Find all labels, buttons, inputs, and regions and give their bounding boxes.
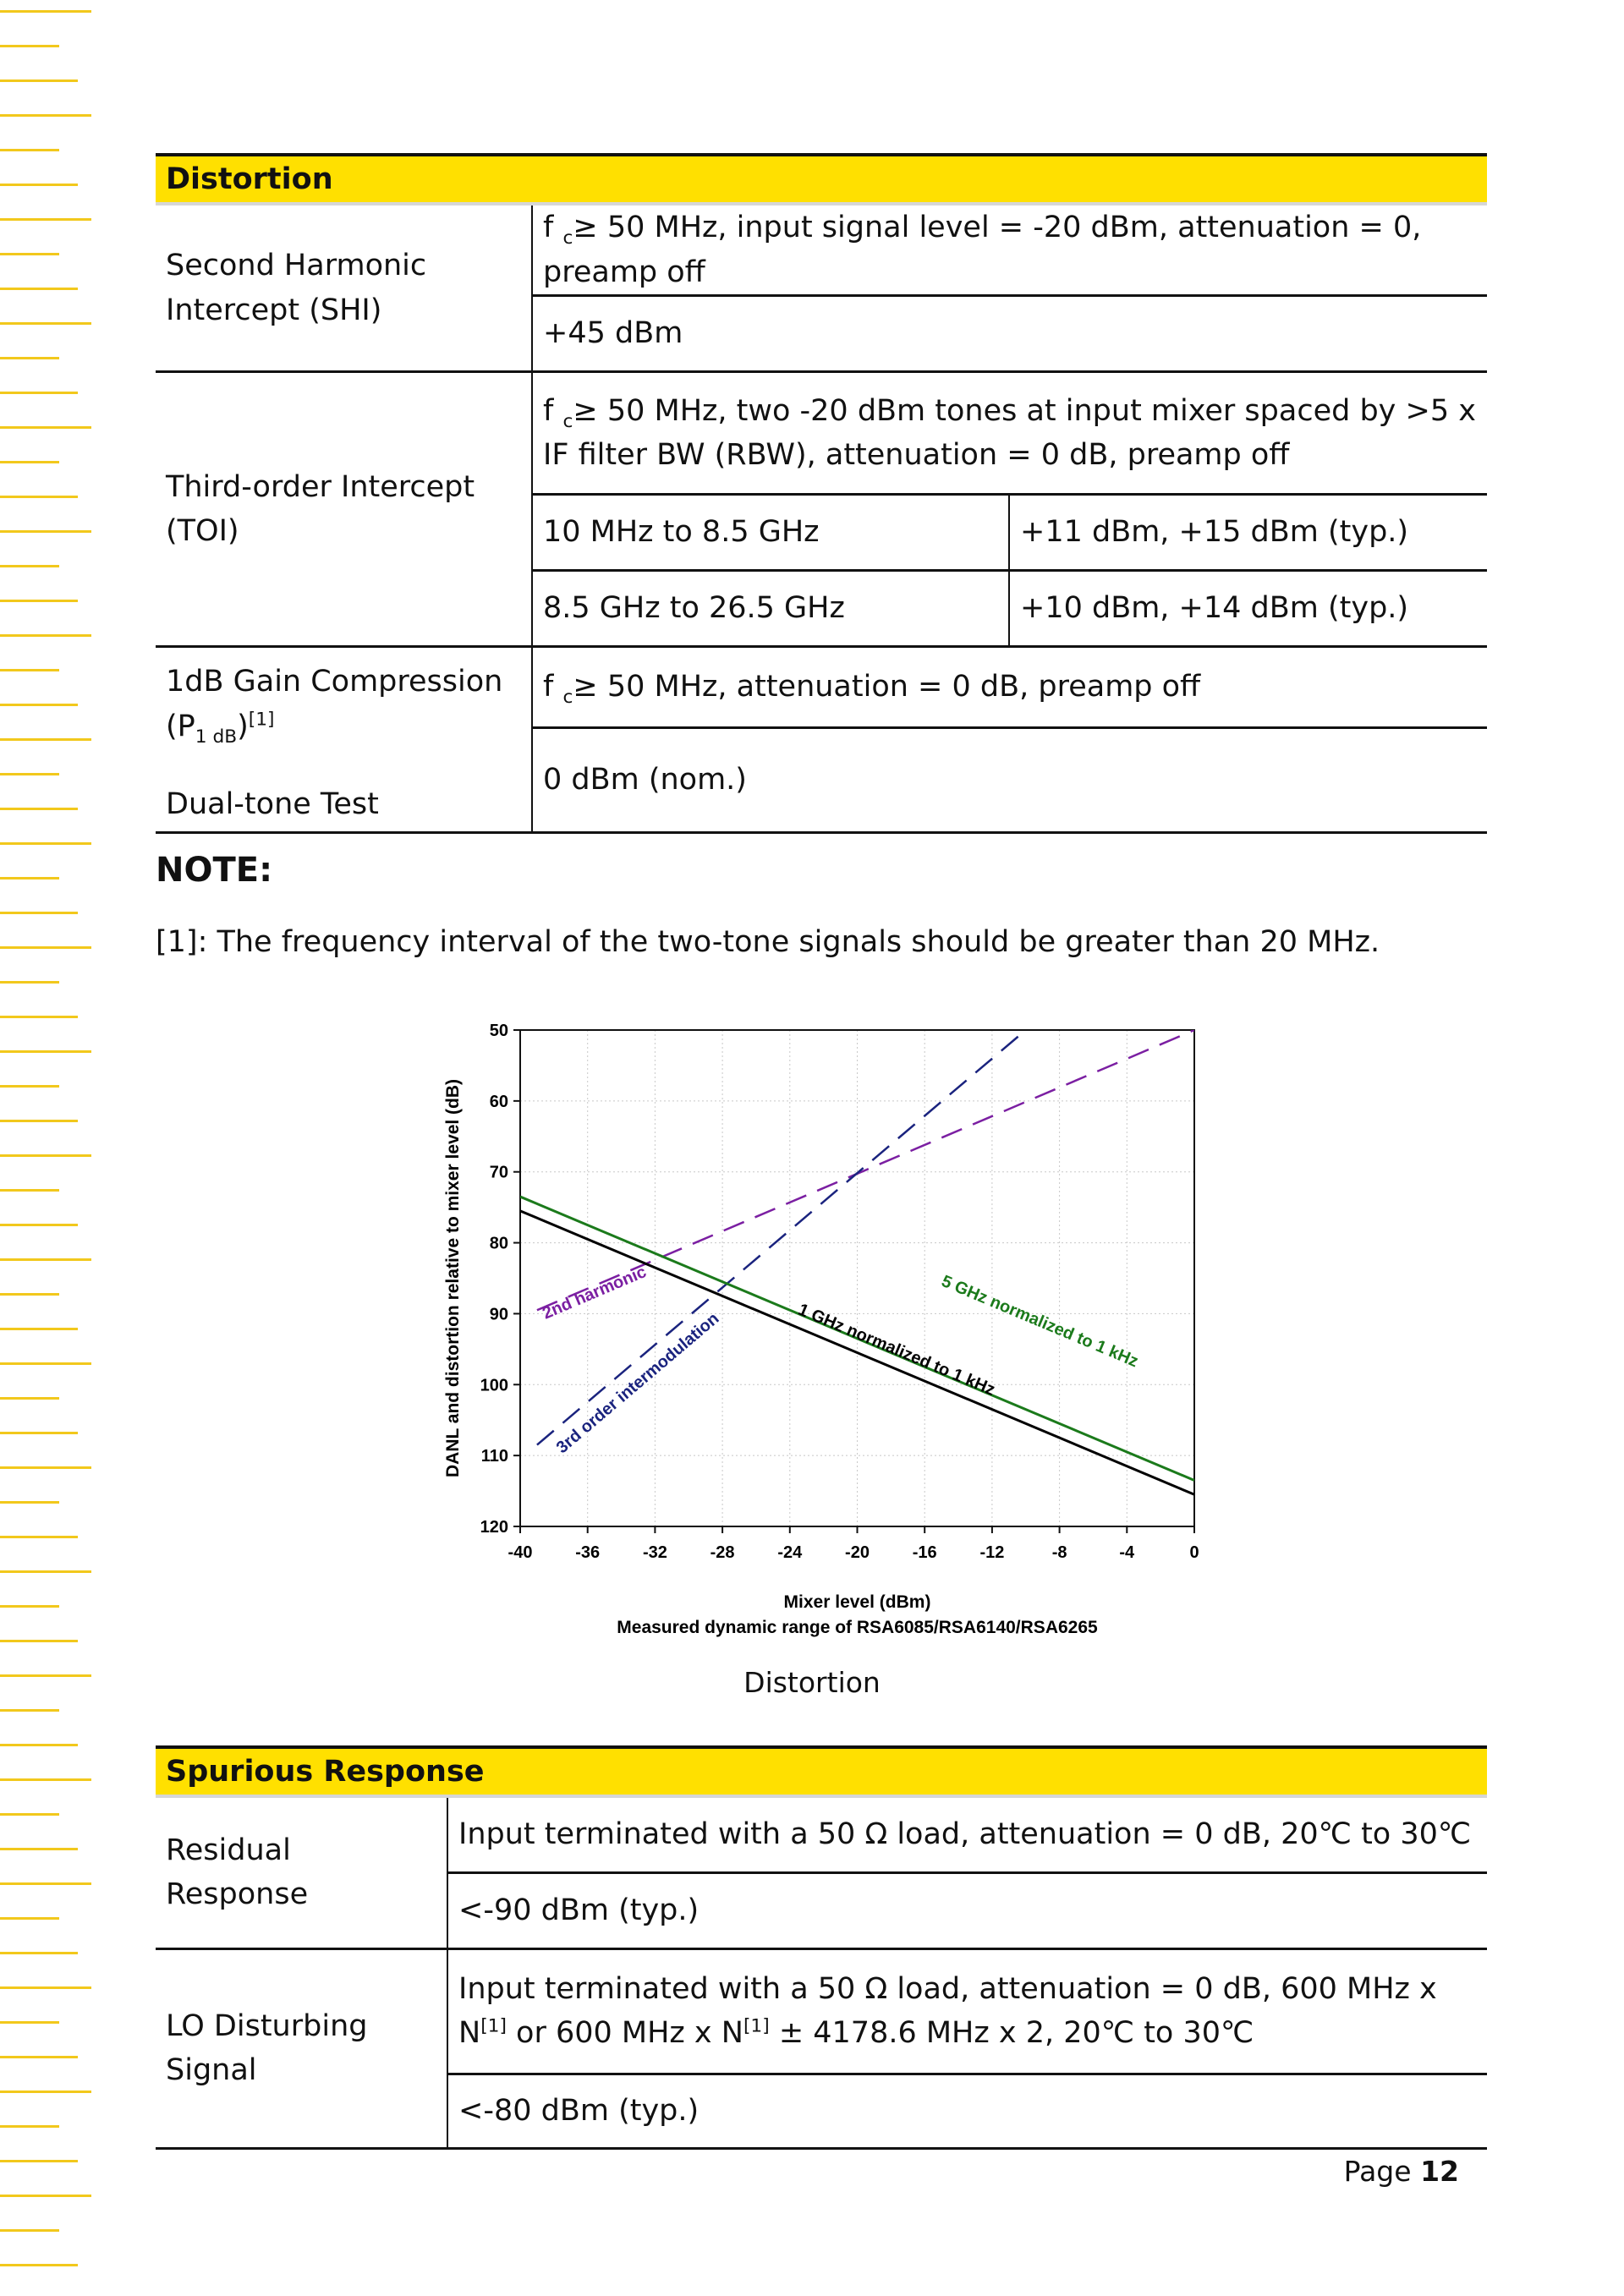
x-tick-label: -16: [912, 1543, 937, 1562]
y-tick-label: 100: [480, 1376, 508, 1395]
series-label: 1 GHz normalized to 1 kHz: [795, 1300, 998, 1400]
shi-name: Second Harmonic Intercept (SHI): [156, 204, 532, 372]
toi-value-2: +10 dBm, +14 dBm (typ.): [1009, 571, 1487, 647]
margin-rule-line: [0, 634, 91, 637]
margin-rule-line: [0, 2091, 91, 2093]
series-label: 3rd order intermodulation: [552, 1309, 723, 1458]
distortion-chart: [423, 998, 1235, 1641]
y-tick-label: 50: [489, 1022, 508, 1040]
figure-caption: Distortion: [743, 1666, 881, 1699]
lo-condition-b: or 600 MHz x N: [506, 2016, 743, 2050]
note-title: NOTE:: [156, 851, 273, 890]
margin-rule-line: [0, 842, 91, 845]
margin-rule-line: [0, 1050, 91, 1053]
margin-rule-line: [0, 1848, 78, 1850]
x-tick-label: -32: [642, 1543, 667, 1562]
margin-rule-line: [0, 2264, 78, 2266]
margin-rule-line: [0, 184, 78, 186]
margin-rule-line: [0, 426, 91, 429]
series-label: 2nd harmonic: [540, 1262, 650, 1323]
note-text: [1]: The frequency interval of the two-tone signals should be greater than 20 MHz.: [156, 925, 1380, 959]
margin-rule-line: [0, 1536, 78, 1538]
margin-rule-line: [0, 1258, 91, 1261]
margin-rule-line: [0, 1328, 78, 1330]
margin-rule-line: [0, 10, 91, 13]
margin-rule-line: [0, 2195, 91, 2197]
x-tick-label: -8: [1051, 1543, 1067, 1562]
margin-rule-line: [0, 1744, 78, 1746]
margin-rule-line: [0, 1085, 59, 1088]
margin-rule-line: [0, 1986, 91, 1989]
residual-value: <-90 dBm (typ.): [447, 1872, 1487, 1948]
margin-rule-line: [0, 2160, 78, 2162]
margin-rule-line: [0, 877, 59, 879]
page-label: Page: [1343, 2155, 1412, 2188]
margin-rule-line: [0, 1293, 59, 1296]
x-tick-label: -12: [979, 1543, 1005, 1562]
margin-rule-line: [0, 79, 78, 82]
shi-value: +45 dBm: [532, 296, 1487, 372]
margin-rule-line: [0, 1813, 59, 1816]
margin-rule-line: [0, 2021, 59, 2024]
series-label: 5 GHz normalized to 1 kHz: [938, 1272, 1141, 1372]
distortion-table: [156, 153, 1487, 834]
margin-rule-line: [0, 530, 91, 533]
margin-rule-line: [0, 1397, 59, 1400]
residual-condition: Input terminated with a 50 Ω load, attenuation = 0 dB, 20℃ to 30℃: [447, 1796, 1487, 1872]
margin-rule-line: [0, 1120, 78, 1122]
y-tick-label: 80: [489, 1234, 508, 1253]
x-axis-label: Mixer level (dBm): [783, 1592, 931, 1612]
shi-condition: f $_c$≥ 50 MHz, input signal level = -20 dBm, attenuation = 0, preamp off: [532, 204, 1487, 296]
page-number: [1344, 2155, 1459, 2188]
y-tick-label: 110: [480, 1447, 508, 1466]
p1db-name-c: Dual-tone Test: [166, 787, 379, 821]
margin-rule-line: [0, 808, 78, 810]
margin-rule-line: [0, 946, 91, 949]
y-axis-label: DANL and distortion relative to mixer level (dB): [443, 1078, 463, 1478]
lo-name: LO Disturbing Signal: [156, 1948, 447, 2148]
x-tick-label: -4: [1119, 1543, 1135, 1562]
margin-rule-line: [0, 1640, 78, 1642]
y-tick-label: 90: [489, 1305, 508, 1324]
margin-rule-line: [0, 704, 78, 706]
margin-rule-line: [0, 149, 59, 151]
margin-rule-line: [0, 1466, 91, 1469]
margin-rule-line: [0, 738, 91, 741]
chart-subtitle: Measured dynamic range of RSA6085/RSA6140/RSA6265: [617, 1618, 1098, 1637]
margin-rule-line: [0, 357, 59, 359]
margin-rule-line: [0, 1570, 91, 1573]
margin-rule-line: [0, 1501, 59, 1504]
p1db-name-sup: [1]: [248, 708, 275, 730]
margin-rule-line: [0, 600, 78, 602]
margin-rule-line: [0, 2229, 59, 2232]
margin-rule-line: [0, 1778, 91, 1781]
lo-condition-a: Input terminated with a 50 Ω load, attenuation = 0 dB, 600 MHz x N: [458, 1971, 1437, 2050]
x-tick-label: -28: [710, 1543, 735, 1562]
spurious-table: [156, 1745, 1487, 2150]
margin-rule-line: [0, 1224, 78, 1226]
margin-rule-line: [0, 912, 78, 914]
margin-rule-line: [0, 1882, 91, 1885]
margin-rule-line: [0, 773, 59, 775]
margin-rule-line: [0, 1917, 59, 1920]
lo-condition-c: ± 4178.6 MHz x 2, 20℃ to 30℃: [769, 2016, 1254, 2050]
margin-rule-line: [0, 2056, 78, 2058]
margin-rule-line: [0, 981, 59, 984]
toi-name: Third-order Intercept (TOI): [156, 372, 532, 647]
toi-range-2: 8.5 GHz to 26.5 GHz: [532, 571, 1009, 647]
margin-rule-line: [0, 1189, 59, 1192]
margin-rule-line: [0, 1952, 78, 1954]
margin-rule-line: [0, 565, 59, 567]
lo-condition: [447, 1948, 1487, 2074]
distortion-header: Distortion: [156, 155, 1487, 204]
residual-name: Residual Response: [156, 1796, 447, 1948]
spurious-header: Spurious Response: [156, 1747, 1487, 1796]
x-tick-label: -36: [575, 1543, 601, 1562]
margin-rule-line: [0, 1362, 91, 1365]
margin-rule-decoration: [0, 0, 102, 2296]
p1db-name-b: ): [237, 709, 249, 743]
toi-range-1: 10 MHz to 8.5 GHz: [532, 495, 1009, 571]
y-tick-label: 120: [480, 1518, 508, 1537]
p1db-name-a: 1dB Gain Compression (P: [166, 665, 503, 743]
margin-rule-line: [0, 218, 91, 221]
margin-rule-line: [0, 114, 91, 117]
p1db-name: [156, 647, 532, 833]
p1db-value: 0 dBm (nom.): [532, 728, 1487, 833]
lo-sup-2: [1]: [743, 2015, 770, 2037]
lo-value: <-80 dBm (typ.): [447, 2074, 1487, 2148]
margin-rule-line: [0, 1605, 59, 1608]
toi-value-1: +11 dBm, +15 dBm (typ.): [1009, 495, 1487, 571]
margin-rule-line: [0, 2125, 59, 2128]
y-tick-label: 60: [489, 1092, 508, 1111]
p1db-condition: f $_c$≥ 50 MHz, attenuation = 0 dB, preamp off: [532, 647, 1487, 728]
margin-rule-line: [0, 1709, 59, 1712]
margin-rule-line: [0, 45, 59, 47]
y-tick-label: 70: [489, 1163, 508, 1182]
lo-sup-1: [1]: [480, 2015, 507, 2037]
margin-rule-line: [0, 392, 78, 394]
x-tick-label: -24: [777, 1543, 803, 1562]
margin-rule-line: [0, 496, 78, 498]
margin-rule-line: [0, 1016, 78, 1018]
margin-rule-line: [0, 288, 78, 290]
margin-rule-line: [0, 669, 59, 671]
page-number-value: 12: [1420, 2155, 1459, 2188]
p1db-name-sub: 1 dB: [195, 726, 238, 748]
distortion-chart-svg: [423, 998, 1235, 1641]
margin-rule-line: [0, 322, 91, 325]
margin-rule-line: [0, 253, 59, 255]
margin-rule-line: [0, 461, 59, 463]
margin-rule-line: [0, 1432, 78, 1434]
x-tick-label: -40: [508, 1543, 533, 1562]
x-tick-label: 0: [1189, 1543, 1199, 1562]
toi-condition: f $_c$≥ 50 MHz, two -20 dBm tones at input mixer spaced by >5 x IF filter BW (RBW), attenuation = 0 dB, preamp off: [532, 372, 1487, 495]
margin-rule-line: [0, 1154, 91, 1157]
x-tick-label: -20: [845, 1543, 870, 1562]
